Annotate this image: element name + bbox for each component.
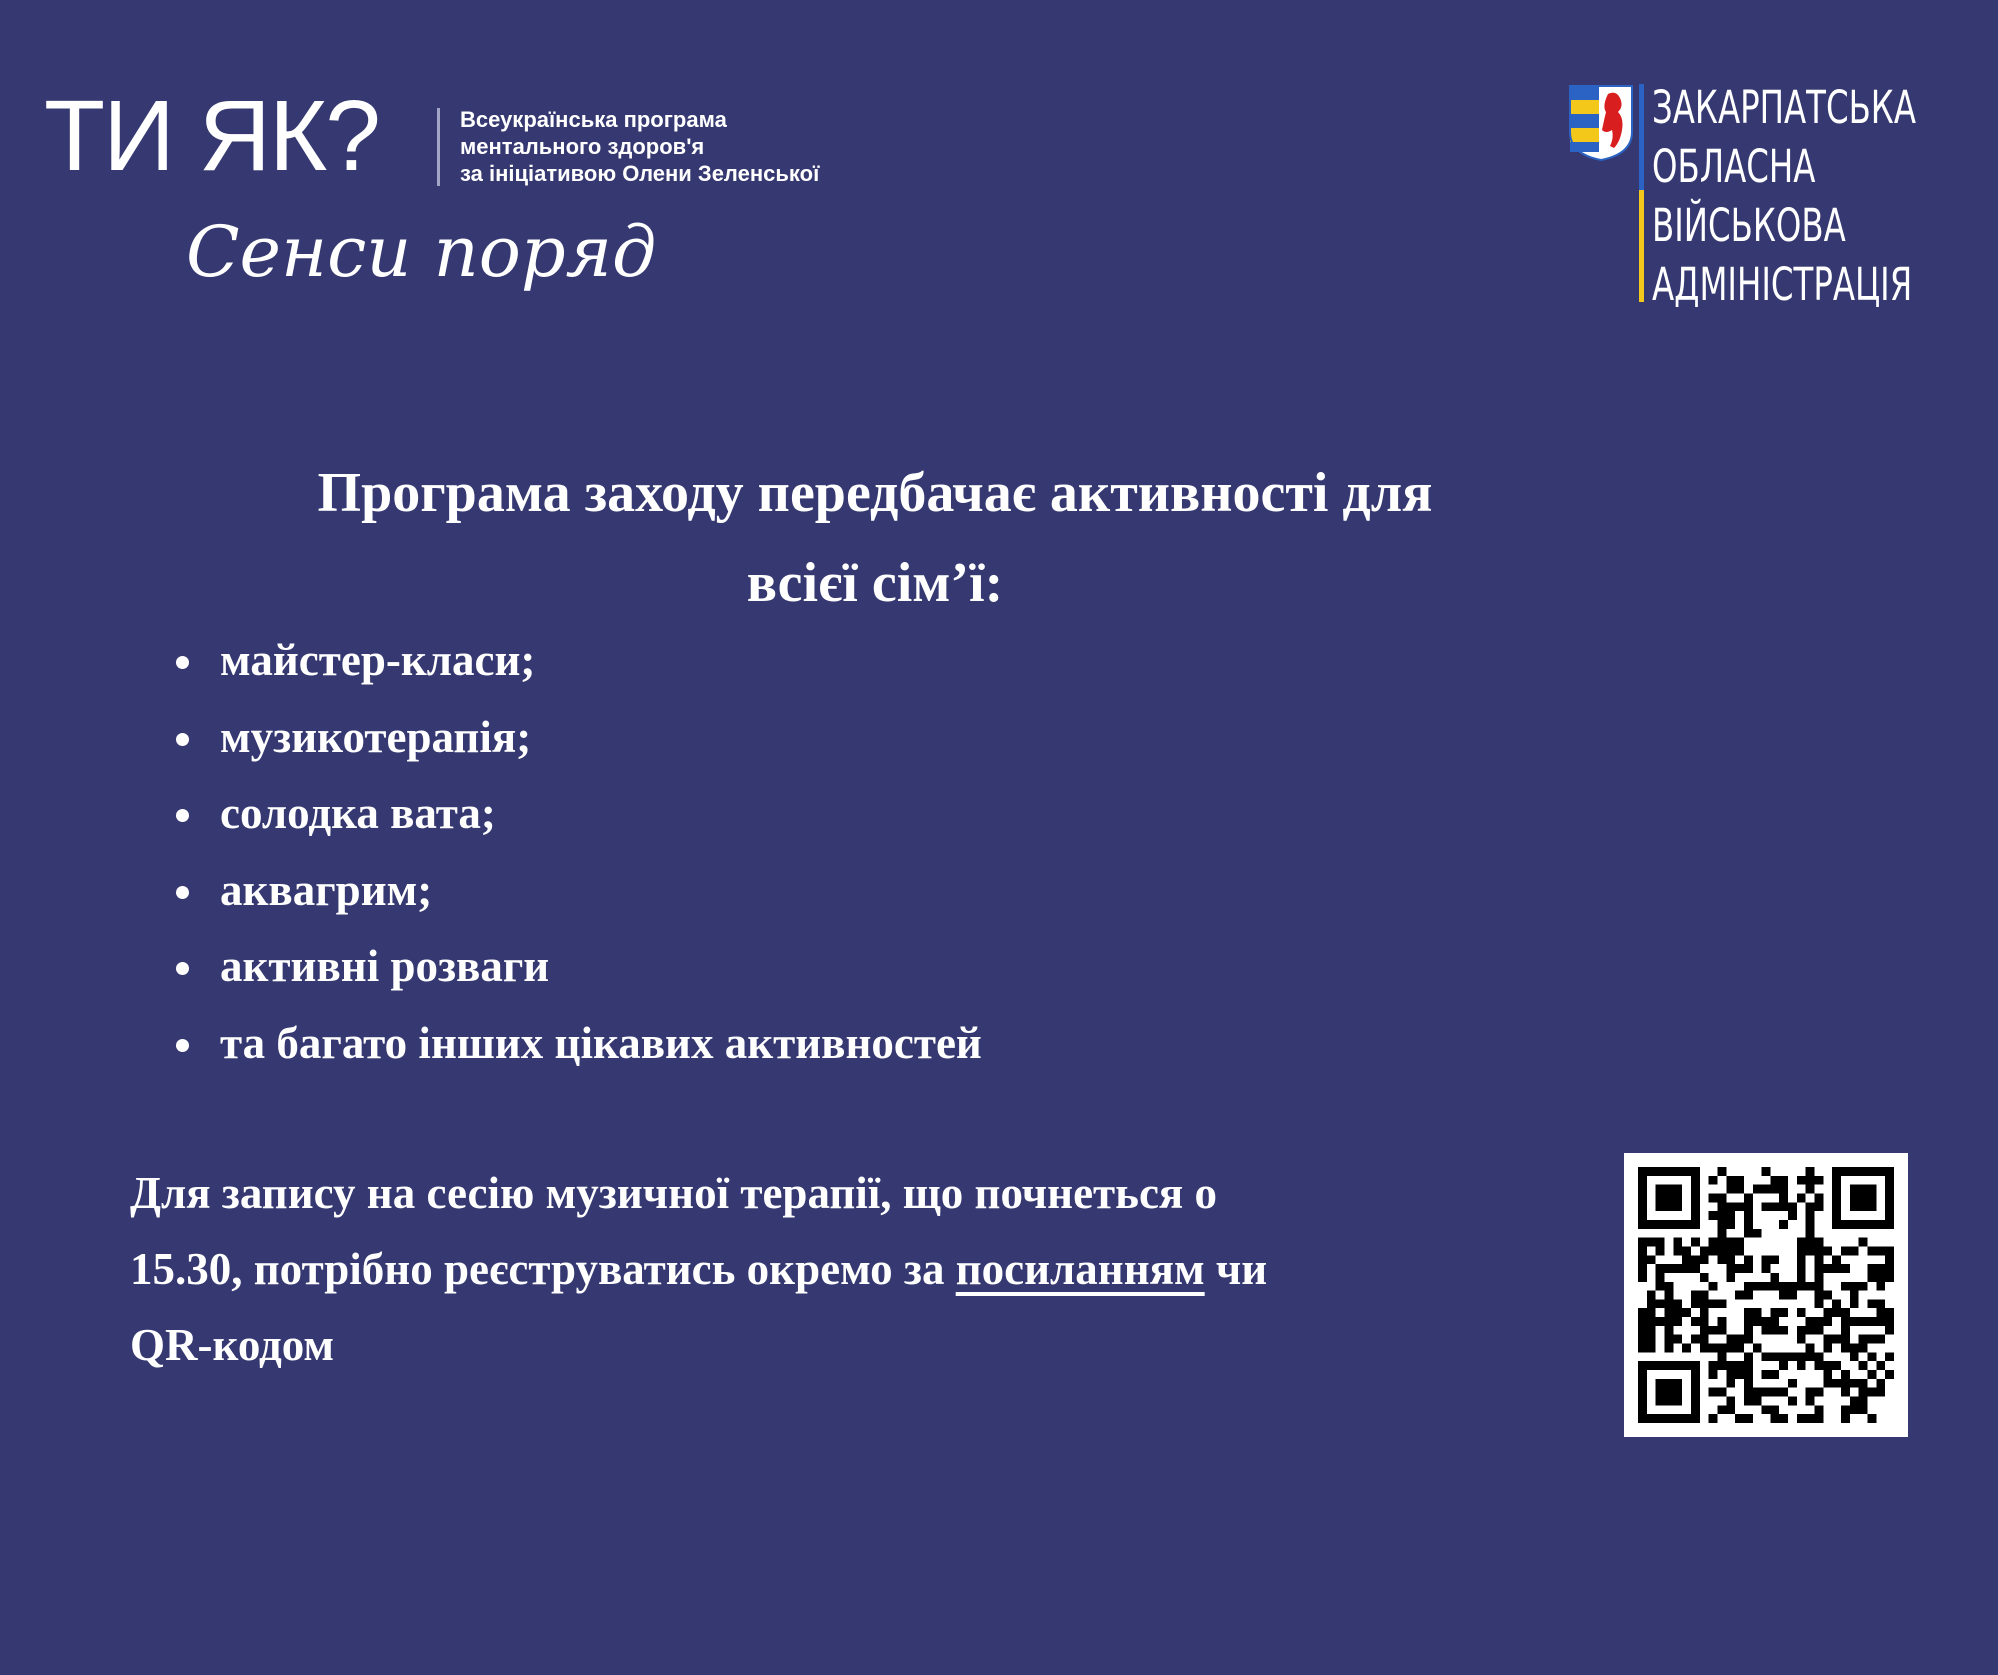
signature-text: Сенси поряд (186, 211, 657, 293)
flag-bar-yellow (1639, 190, 1644, 302)
activities-list (170, 622, 982, 1081)
org-name-line: ВІЙСЬКОВА (1652, 199, 1846, 252)
list-item: та багато інших цікавих активностей (170, 1005, 982, 1082)
list-item: солодка вата; (170, 775, 982, 852)
headline (150, 448, 1600, 628)
list-item: аквагрим; (170, 852, 982, 929)
headline-line: всієї сім’ї: (746, 552, 1004, 614)
registration-link[interactable]: посиланням (955, 1244, 1205, 1294)
registration-line (130, 1231, 1590, 1307)
registration-line: QR-кодом (130, 1320, 335, 1370)
headline-line: Програма заходу передбачає активності для (317, 462, 1433, 524)
registration-text-before-link: 15.30, потрібно реєструватись окремо за (130, 1244, 956, 1294)
org-name-line: АДМІНІСТРАЦІЯ (1652, 258, 1913, 311)
org-name-line: ЗАКАРПАТСЬКА (1652, 81, 1916, 134)
tagline-line: ментального здоров'я (460, 134, 705, 159)
registration-text-after-link: чи (1204, 1244, 1268, 1294)
qr-code[interactable] (1624, 1153, 1908, 1437)
list-item: музикотерапія; (170, 699, 982, 776)
brand-divider (437, 108, 440, 186)
qr-code-icon (1638, 1167, 1894, 1423)
brand-logo: ТИ ЯК? (44, 80, 379, 192)
list-item: активні розваги (170, 928, 982, 1005)
flag-bar-blue (1639, 84, 1644, 190)
brand-tagline (460, 106, 900, 187)
signature-logo (178, 196, 708, 326)
org-name-line: ОБЛАСНА (1652, 140, 1816, 193)
tagline-line: за ініціативою Олени Зеленської (460, 161, 820, 186)
tagline-line: Всеукраїнська програма (460, 107, 727, 132)
registration-line: Для запису на сесію музичної терапії, що почнеться о (130, 1168, 1218, 1218)
registration-text (130, 1155, 1590, 1383)
list-item: майстер-класи; (170, 622, 982, 699)
org-name (1652, 78, 1916, 314)
coat-of-arms-icon (1568, 84, 1634, 162)
